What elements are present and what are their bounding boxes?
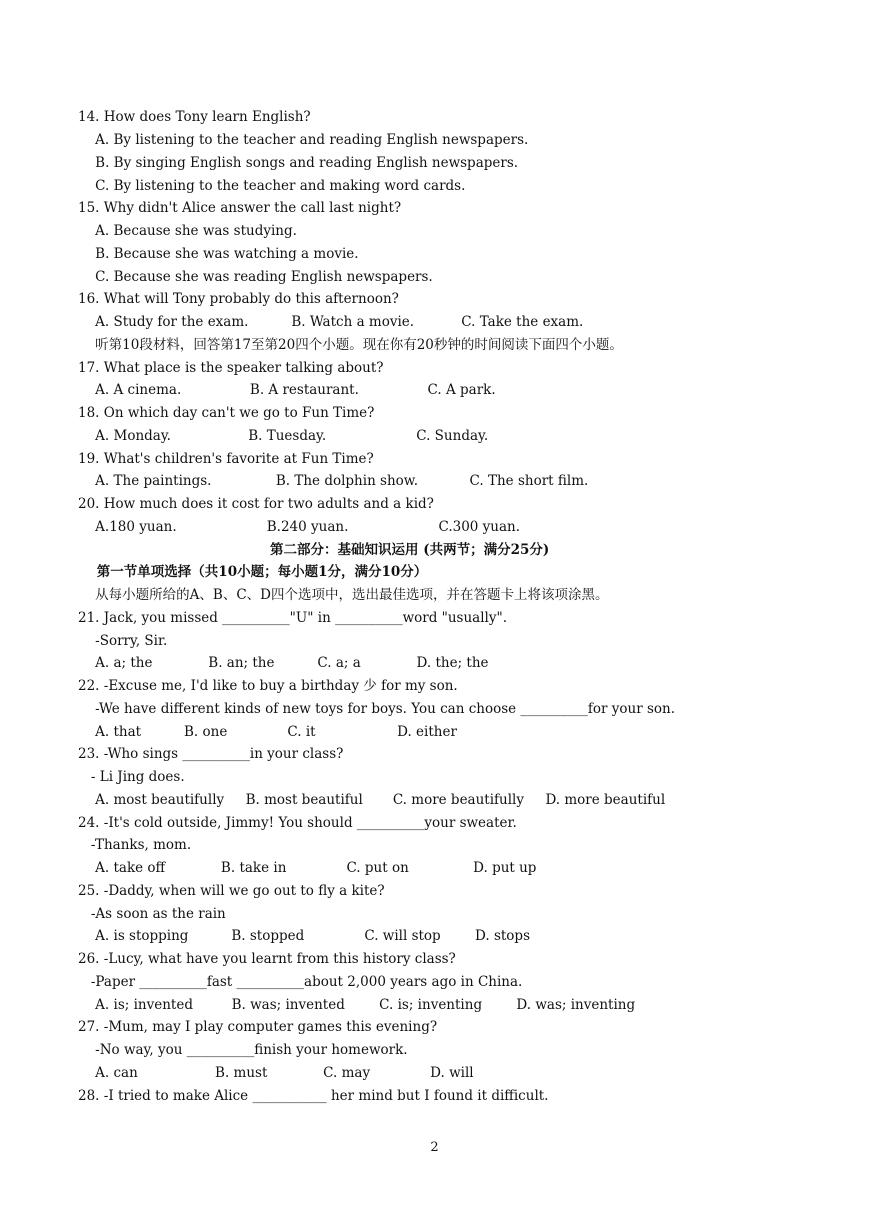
- q19-stem: 19. What's children's favorite at Fun Time?: [78, 451, 374, 467]
- q24-stem: 24. -It's cold outside, Jimmy! You should __________your sweater.: [78, 815, 517, 831]
- q22-options: A. that B. one C. it D. either: [78, 724, 457, 740]
- q28-stem: 28. -I tried to make Alice ___________ her mind but I found it difficult.: [78, 1088, 549, 1104]
- q14-option-a: A. By listening to the teacher and reading English newspapers.: [78, 132, 529, 148]
- q23-response: - Li Jing does.: [78, 769, 185, 785]
- q23-options: A. most beautifully B. most beautiful C. more beautifully D. more beautiful: [78, 792, 666, 808]
- section-one-instruction: 从每小题所给的A、B、C、D四个选项中，选出最佳选项，并在答题卡上将该项涂黑。: [78, 587, 609, 603]
- q17-options: A. A cinema. B. A restaurant. C. A park.: [78, 382, 496, 398]
- part-two-heading: 第二部分：基础知识运用 (共两节；满分25分): [270, 542, 550, 558]
- q20-options: A.180 yuan. B.240 yuan. C.300 yuan.: [78, 519, 521, 535]
- q15-option-c: C. Because she was reading English newspapers.: [78, 269, 433, 285]
- q15-option-b: B. Because she was watching a movie.: [78, 246, 359, 262]
- q22-response: -We have different kinds of new toys for boys. You can choose __________for your son.: [78, 701, 676, 717]
- q23-stem: 23. -Who sings __________in your class?: [78, 746, 344, 762]
- q22-stem: 22. -Excuse me, I'd like to buy a birthday 少 for my son.: [78, 678, 458, 694]
- q16-options: A. Study for the exam. B. Watch a movie. C. Take the exam.: [78, 314, 584, 330]
- q25-stem: 25. -Daddy, when will we go out to fly a kite?: [78, 883, 385, 899]
- q27-options: A. can B. must C. may D. will: [78, 1065, 474, 1081]
- q21-response: -Sorry, Sir.: [78, 633, 168, 649]
- q18-options: A. Monday. B. Tuesday. C. Sunday.: [78, 428, 489, 444]
- q15-option-a: A. Because she was studying.: [78, 223, 297, 239]
- q26-response: -Paper __________fast __________about 2,000 years ago in China.: [78, 974, 523, 990]
- q24-options: A. take off B. take in C. put on D. put up: [78, 860, 537, 876]
- q26-options: A. is; invented B. was; invented C. is; inventing D. was; inventing: [78, 997, 636, 1013]
- q25-options: A. is stopping B. stopped C. will stop D. stops: [78, 928, 530, 944]
- q16-stem: 16. What will Tony probably do this afternoon?: [78, 291, 399, 307]
- q18-stem: 18. On which day can't we go to Fun Time?: [78, 405, 375, 421]
- q14-option-b: B. By singing English songs and reading English newspapers.: [78, 155, 519, 171]
- q24-response: -Thanks, mom.: [78, 837, 192, 853]
- q21-stem: 21. Jack, you missed __________"U" in __________word "usually".: [78, 610, 507, 626]
- listening-instruction: 听第10段材料，回答第17至第20四个小题。现在你有20秒钟的时间阅读下面四个小题。: [78, 337, 623, 353]
- q14-option-c: C. By listening to the teacher and making word cards.: [78, 178, 466, 194]
- q17-stem: 17. What place is the speaker talking about?: [78, 360, 384, 376]
- q26-stem: 26. -Lucy, what have you learnt from this history class?: [78, 951, 456, 967]
- q27-response: -No way, you __________finish your homework.: [78, 1042, 408, 1058]
- q14-stem: 14. How does Tony learn English?: [78, 109, 311, 125]
- q15-stem: 15. Why didn't Alice answer the call last night?: [78, 200, 402, 216]
- q27-stem: 27. -Mum, may I play computer games this evening?: [78, 1019, 438, 1035]
- section-one-heading: 第一节单项选择（共10小题；每小题1分，满分10分）: [78, 564, 428, 580]
- q21-options: A. a; the B. an; the C. a; a D. the; the: [78, 655, 489, 671]
- page-number: 2: [430, 1140, 439, 1155]
- q20-stem: 20. How much does it cost for two adults and a kid?: [78, 496, 434, 512]
- q25-response: -As soon as the rain: [78, 906, 226, 922]
- q19-options: A. The paintings. B. The dolphin show. C. The short film.: [78, 473, 589, 489]
